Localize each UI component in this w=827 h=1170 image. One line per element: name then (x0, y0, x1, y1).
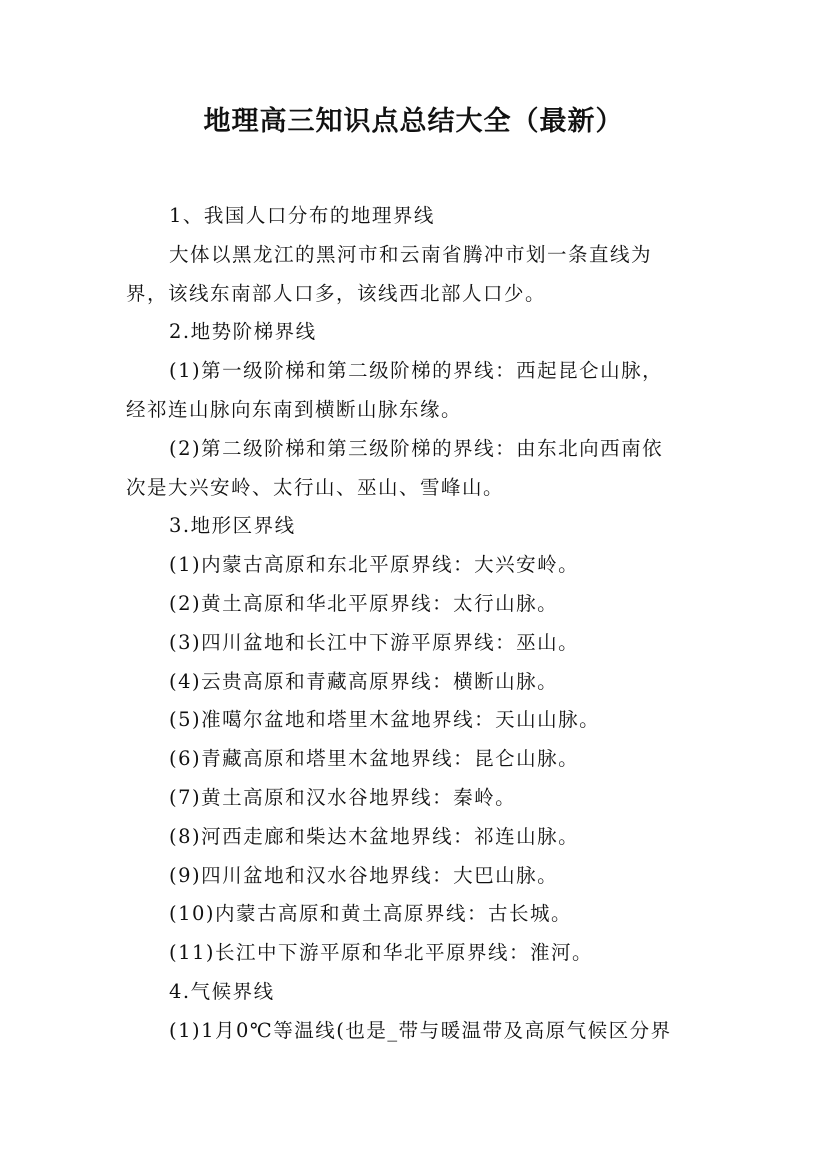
text-line: 经祁连山脉向东南到横断山脉东缘。 (126, 397, 463, 421)
text-line: (10)内蒙古高原和黄土高原界线：古长城。 (169, 902, 573, 926)
text-line: (8)河西走廊和柴达木盆地界线：祁连山脉。 (169, 824, 580, 848)
text-line: (3)四川盆地和长江中下游平原界线：巫山。 (169, 630, 580, 654)
text-line: (5)准噶尔盆地和塔里木盆地界线：天山山脉。 (169, 708, 601, 732)
text-line: (2)黄土高原和华北平原界线：太行山脉。 (169, 591, 559, 615)
text-line: 次是大兴安岭、太行山、巫山、雪峰山。 (126, 475, 505, 499)
text-line: (9)四川盆地和汉水谷地界线：大巴山脉。 (169, 863, 559, 887)
text-line: 1、我国人口分布的地理界线 (169, 204, 435, 227)
text-line: (6)青藏高原和塔里木盆地界线：昆仑山脉。 (169, 747, 580, 771)
text-line: (1)1月0℃等温线(也是_带与暖温带及高原气候区分界 (169, 1018, 672, 1042)
text-line: 3.地形区界线 (169, 514, 296, 538)
text-line: (2)第二级阶梯和第三级阶梯的界线：由东北向西南依 (169, 436, 664, 460)
text-line: 4.气候界线 (169, 979, 275, 1003)
text-line: (1)第一级阶梯和第二级阶梯的界线：西起昆仑山脉， (169, 359, 664, 383)
text-line: (4)云贵高原和青藏高原界线：横断山脉。 (169, 669, 559, 693)
document-body (126, 197, 706, 1051)
text-line: (1)内蒙古高原和东北平原界线：大兴安岭。 (169, 553, 580, 577)
text-line: 大体以黑龙江的黑河市和云南省腾冲市划一条直线为 (169, 242, 653, 266)
document-title: 地理高三知识点总结大全（最新） (203, 106, 624, 137)
text-line: 2.地势阶梯界线 (169, 320, 317, 344)
text-line: (7)黄土高原和汉水谷地界线：秦岭。 (169, 785, 517, 809)
text-line: 界，该线东南部人口多，该线西北部人口少。 (126, 281, 547, 305)
text-line: (11)长江中下游平原和华北平原界线：淮河。 (169, 941, 594, 965)
